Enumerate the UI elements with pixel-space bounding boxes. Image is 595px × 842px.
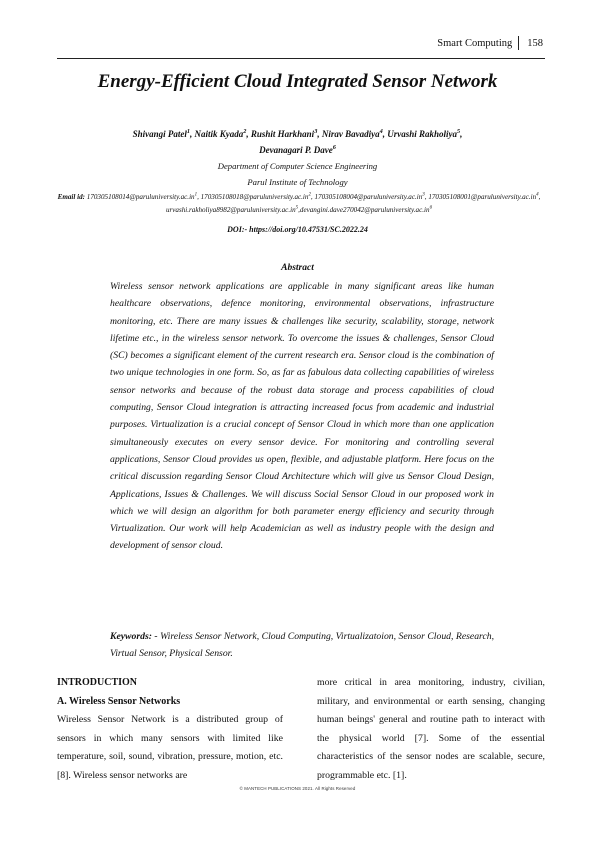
institute: Parul Institute of Technology: [247, 177, 348, 187]
author-affiliation-mark: 5: [457, 128, 461, 135]
email-affiliation-mark: 1: [194, 192, 198, 198]
author-affiliation-mark: 4: [379, 128, 383, 135]
email-affiliation-mark: 2: [308, 192, 311, 198]
email-address[interactable]: 170305108004@paruluniversity.ac.in: [314, 193, 423, 201]
abstract-heading: Abstract: [281, 263, 314, 273]
page-number: 158: [527, 37, 543, 49]
author-affiliation-mark: 6: [332, 144, 336, 151]
email-address[interactable]: 170305108018@paruluniversity.ac.in: [200, 193, 309, 201]
section-heading-introduction: INTRODUCTION: [57, 677, 138, 688]
author-name: Shivangi Patel: [132, 129, 187, 139]
journal-name: Smart Computing: [437, 37, 513, 49]
email-address[interactable]: 170305108001@paruluniversity.ac.in: [428, 193, 537, 201]
author-affiliation-mark: 3: [314, 128, 318, 135]
author-name: Nirav Bavadiya: [321, 129, 380, 139]
email-address[interactable]: urvashi.rakholiya8982@paruluniversity.ac.in: [165, 206, 296, 214]
author-affiliation-mark: 1: [186, 128, 190, 135]
running-header: [437, 36, 543, 50]
author-affiliation-mark: 2: [243, 128, 247, 135]
left-column: [57, 674, 283, 785]
subsection-heading: A. Wireless Sensor Networks: [57, 695, 181, 707]
email-affiliation-mark: 4: [536, 192, 539, 198]
left-column-text: Wireless Sensor Network is a distributed group of sensors in which many sensors with limited like temperature, soil, sound, vibration, pressure, motion, etc. [8]. Wireless sensor networks are: [57, 714, 283, 781]
author-list: Shivangi Patel$^1$, Naitik Kyada$^2$, Rushit Harkhani$^3$, Nirav Bavadiya$^4$, Urvashi Rakholiya$^5$, Devanagari P. Dave$^6$: [132, 128, 463, 155]
right-column-text: more critical in area monitoring, industry, civilian, military, and environmental or earth sensing, changing human beings' general and routine path to interact with the physical world [7]. Some of the essential characteristics of the sensor nodes are scalable, secure, programmable etc. [1].: [317, 677, 545, 781]
header-divider: [518, 36, 519, 50]
author-name: Rushit Harkhani: [250, 129, 315, 139]
doi[interactable]: DOI:- https://doi.org/10.47531/SC.2022.24: [227, 225, 368, 234]
keywords-label: Keywords: -: [110, 631, 158, 642]
abstract-text: Wireless sensor network applications are applicable in many significant areas like human healthcare observations, defence monitoring, environmental observations, infrastructure monitoring, etc. There are many issues & challenges like security, scalability, storage, network lifetime etc., in the wireless sensor network. To overcome the issues & challenges, Sensor Cloud (SC) becomes a significant element of the current research era. Sensor cloud is the combination of two unique technologies in one form. So, as far as fabulous data collecting capabilities of wireless sensor networks and because of the robust data storage and process capabilities of cloud computing, Sensor Cloud integration is attracting increased focus from academic and industrial purposes. Virtualization is a crucial concept of Sensor Cloud in which more than one application simultaneously executes on every sensor device. For monitoring and controlling several applications, Sensor Cloud provides us open, flexible, and adjustable platform. Here focus on the critical discussion regarding Sensor Cloud Architecture which will give us Sensor Cloud Design, Applications, Issues & Challenges. We will discuss Social Sensor Cloud in our proposed work in which we will design an algorithm for both parameter energy efficiency and security through Virtualization. Our work will help Academician as well as industry people with the design and development of sensor cloud.: [110, 281, 494, 552]
keywords: [110, 628, 494, 663]
author-name: Devanagari P. Dave: [259, 145, 333, 155]
right-column: [317, 674, 545, 785]
email-affiliation-mark: 5: [295, 205, 299, 211]
email-label: Email id:: [57, 193, 85, 201]
email-affiliation-mark: 6: [429, 205, 433, 211]
email-address[interactable]: devangini.dave270042@paruluniversity.ac.in: [299, 206, 430, 214]
header-rule: [57, 58, 545, 59]
department: Department of Computer Science Engineering: [217, 161, 378, 171]
author-name: Urvashi Rakholiya: [387, 129, 458, 139]
email-list: Email id: $170305108014@paruluniversity.ac.in^1$, $170305108018@paruluniversity.ac.in^2$, $170305108004@paruluniversity.ac.in^3$, $170305108001@paruluniversity.ac.in^4$, $urvashi.rakholiya8982@paruluniversity.ac.in^5,devangini.dave270042@paruluniversity.ac.in^6$: [57, 192, 541, 214]
author-name: Naitik Kyada: [194, 129, 244, 139]
keywords-text: Wireless Sensor Network, Cloud Computing, Virtualizatoion, Sensor Cloud, Research, Virtual Sensor, Physical Sensor.: [110, 631, 495, 660]
email-affiliation-mark: 3: [422, 192, 425, 198]
paper-title: Energy-Efficient Cloud Integrated Sensor Network: [97, 71, 498, 92]
email-address[interactable]: 170305108014@paruluniversity.ac.in: [86, 193, 195, 201]
copyright-footer: © MANTECH PUBLICATIONS 2021. All Rights Reserved: [239, 786, 356, 791]
